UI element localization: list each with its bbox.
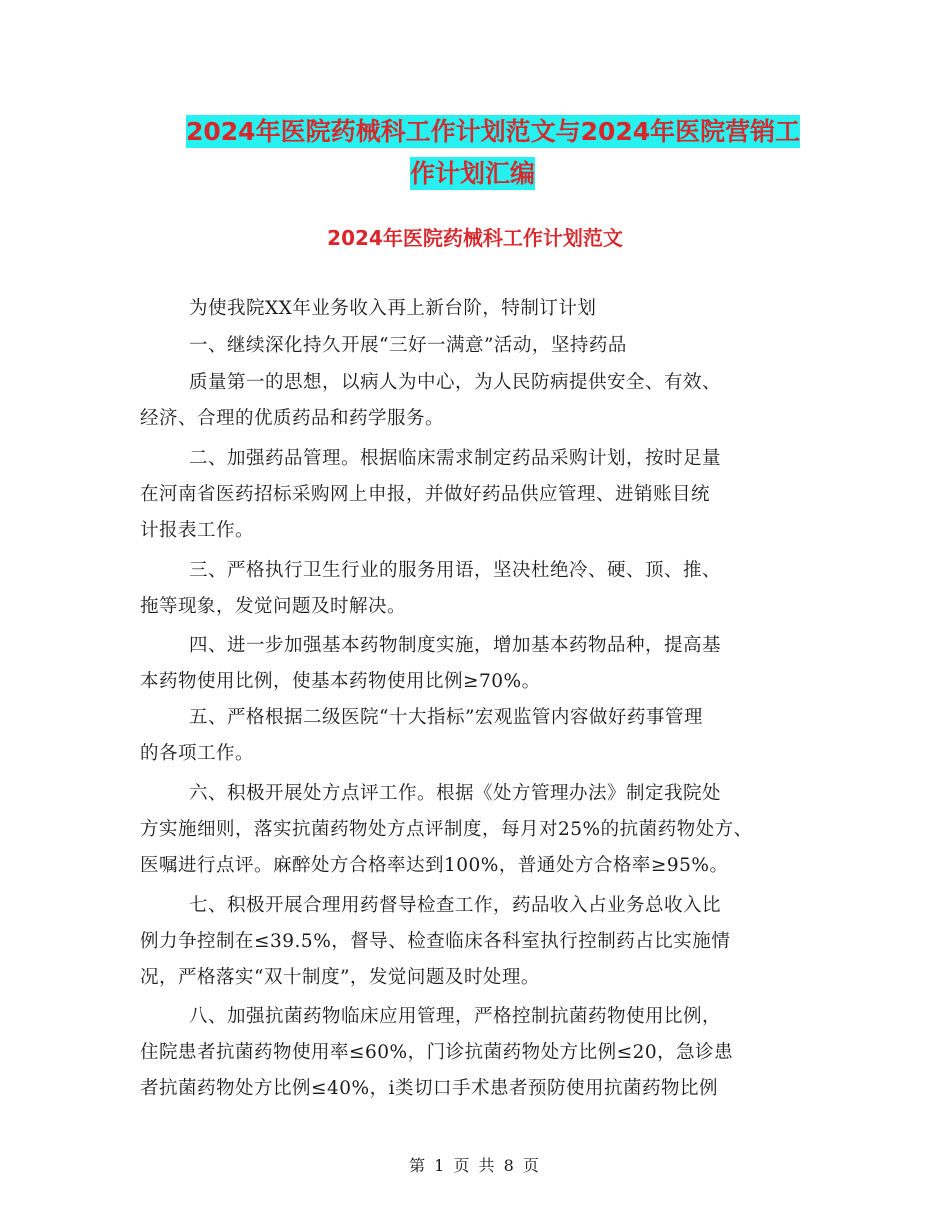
body-line: 况，严格落实“双十制度”，发觉问题及时处理。 bbox=[140, 967, 540, 988]
body-line: 住院患者抗菌药物使用率≤60%，门诊抗菌药物处方比例≤20，急诊患 bbox=[140, 1042, 734, 1063]
body-line: 在河南省医药招标采购网上申报，并做好药品供应管理、进销账目统 bbox=[140, 484, 711, 505]
page-number-footer: 第 1 页 共 8 页 bbox=[409, 1156, 541, 1175]
body-line: 本药物使用比例，使基本药物使用比例≥70%。 bbox=[140, 671, 541, 692]
body-line: 方实施细则，落实抗菌药物处方点评制度，每月对25%的抗菌药物处方、 bbox=[140, 819, 753, 840]
body-line: 三、严格执行卫生行业的服务用语，坚决杜绝冷、硬、顶、推、 bbox=[189, 560, 722, 581]
document-title-line-1: 2024年医院药械科工作计划范文与2024年医院营销工 bbox=[186, 117, 801, 146]
body-line: 质量第一的思想，以病人为中心，为人民防病提供安全、有效、 bbox=[189, 372, 722, 393]
body-line: 八、加强抗菌药物临床应用管理，严格控制抗菌药物使用比例， bbox=[189, 1006, 722, 1027]
body-line: 二、加强药品管理。根据临床需求制定药品采购计划，按时足量 bbox=[189, 448, 722, 469]
body-line: 例力争控制在≤39.5%，督导、检查临床各科室执行控制药占比实施情 bbox=[140, 931, 731, 952]
body-line: 四、进一步加强基本药物制度实施，增加基本药物品种，提高基 bbox=[189, 635, 722, 656]
body-line: 五、严格根据二级医院“十大指标”宏观监管内容做好药事管理 bbox=[189, 707, 703, 728]
body-line: 六、积极开展处方点评工作。根据《处方管理办法》制定我院处 bbox=[189, 783, 722, 804]
body-line: 医嘱进行点评。麻醉处方合格率达到100%，普通处方合格率≥95%。 bbox=[140, 855, 729, 876]
body-line: 经济、合理的优质药品和药学服务。 bbox=[140, 408, 445, 429]
document-title-line-2: 作计划汇编 bbox=[410, 159, 536, 188]
body-line: 一、继续深化持久开展“三好一满意”活动，坚持药品 bbox=[189, 335, 627, 356]
section-title: 2024年医院药械科工作计划范文 bbox=[327, 226, 623, 250]
body-line: 的各项工作。 bbox=[140, 743, 255, 764]
body-line: 为使我院XX年业务收入再上新台阶，特制订计划 bbox=[189, 298, 597, 319]
body-line: 七、积极开展合理用药督导检查工作，药品收入占业务总收入比 bbox=[189, 895, 722, 916]
body-line: 者抗菌药物处方比例≤40%，ⅰ类切口手术患者预防使用抗菌药物比例 bbox=[140, 1078, 719, 1099]
body-line: 拖等现象，发觉问题及时解决。 bbox=[140, 596, 407, 617]
body-line: 计报表工作。 bbox=[140, 520, 255, 541]
